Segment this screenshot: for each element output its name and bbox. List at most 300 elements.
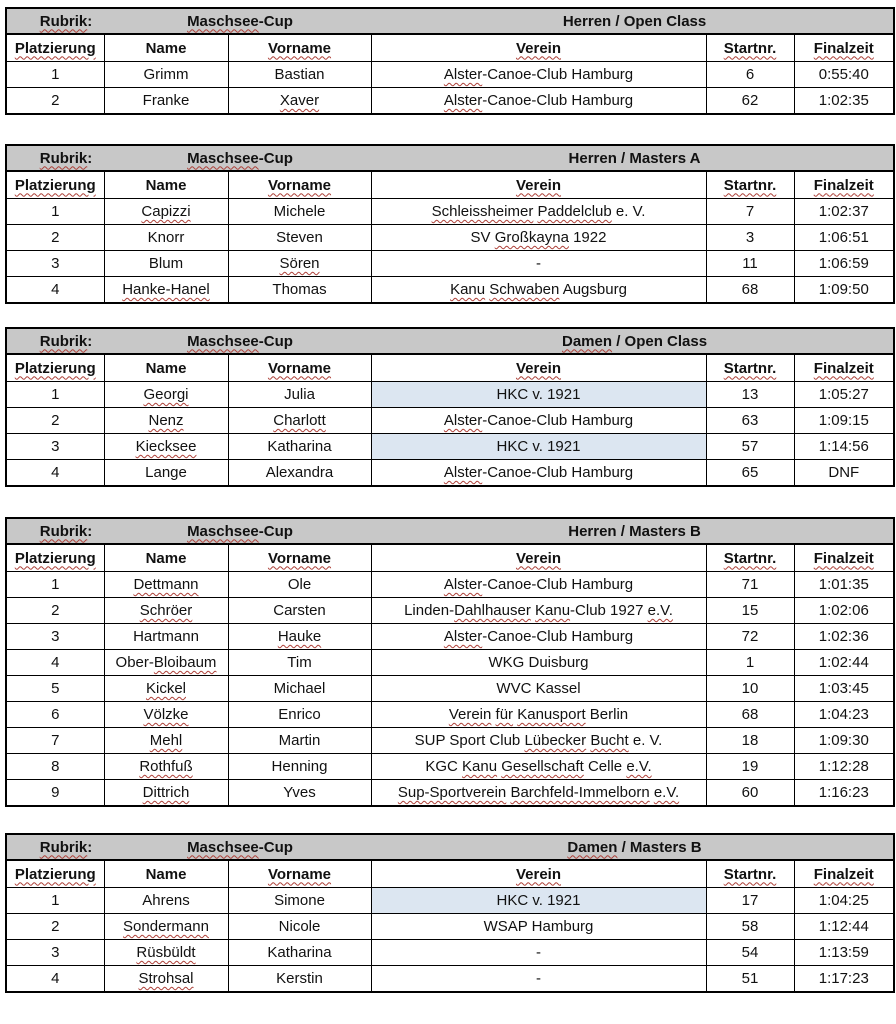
spellcheck-squiggle: Rubrik <box>39 149 88 167</box>
column-header-startnr <box>706 171 794 199</box>
column-header-verein <box>371 171 706 199</box>
spellcheck-squiggle: Rubrik <box>39 12 88 30</box>
cell-platzierung: 2 <box>6 88 104 115</box>
cell-startnr: 18 <box>706 728 794 754</box>
category-title: Herren / Open Class <box>562 12 707 30</box>
cell-name <box>104 572 228 598</box>
cell-verein: Kanu Schwaben Augsburg <box>371 277 706 304</box>
cell-finalzeit: 1:03:45 <box>794 676 894 702</box>
cell-name: Lange <box>104 460 228 487</box>
rubrik-label: Rubrik: <box>39 149 93 167</box>
spellcheck-squiggle: Charlott <box>273 412 326 429</box>
cell-verein-highlighted: HKC v. 1921 <box>371 888 706 914</box>
spellcheck-squiggle: Georgi <box>143 386 189 403</box>
table-row <box>6 572 894 598</box>
category-title: Damen / Open Class <box>562 332 708 350</box>
spellcheck-squiggle: Alster <box>443 628 483 645</box>
cell-platzierung: 4 <box>6 650 104 676</box>
table-row <box>6 624 894 650</box>
cell-platzierung: 1 <box>6 572 104 598</box>
table-header-row <box>6 34 894 62</box>
table-title-cell <box>6 834 894 860</box>
spellcheck-squiggle: Damen <box>567 838 618 856</box>
cell-startnr: 71 <box>706 572 794 598</box>
cell-startnr: 63 <box>706 408 794 434</box>
results-table <box>5 833 895 993</box>
spellcheck-squiggle: für <box>495 706 514 723</box>
cell-startnr: 17 <box>706 888 794 914</box>
cell-verein <box>371 780 706 807</box>
cell-verein-highlighted: HKC v. 1921 <box>371 434 706 460</box>
spellcheck-squiggle: Finalzeit <box>813 359 874 377</box>
column-header-name: Name <box>104 354 228 382</box>
cell-finalzeit: 1:02:06 <box>794 598 894 624</box>
cell-vorname: Katharina <box>228 434 371 460</box>
spellcheck-squiggle: Alster <box>443 66 483 83</box>
spellcheck-squiggle: Hauke <box>277 628 322 645</box>
spellcheck-squiggle: Rüsbüldt <box>136 944 196 961</box>
cell-name: Hartmann <box>104 624 228 650</box>
spellcheck-squiggle: Verein <box>515 865 562 883</box>
spellcheck-squiggle: Startnr. <box>723 39 777 57</box>
cell-platzierung: 3 <box>6 251 104 277</box>
cell-startnr: 15 <box>706 598 794 624</box>
rubrik-label: Rubrik: <box>39 838 93 856</box>
cell-name <box>104 199 228 225</box>
spellcheck-squiggle: Bucht <box>590 732 629 749</box>
spellcheck-squiggle: Maschsee <box>187 149 259 167</box>
cell-verein: Linden-Dahlhauser Kanu-Club 1927 e.V. <box>371 598 706 624</box>
cell-vorname: Tim <box>228 650 371 676</box>
cell-startnr: 68 <box>706 702 794 728</box>
cell-platzierung: 1 <box>6 62 104 88</box>
cell-vorname: Henning <box>228 754 371 780</box>
cell-platzierung: 5 <box>6 676 104 702</box>
category-title: Herren / Masters A <box>568 149 701 167</box>
table-header-row <box>6 171 894 199</box>
table-row <box>6 676 894 702</box>
spellcheck-squiggle: Rubrik <box>39 838 88 856</box>
cell-verein: Alster-Canoe-Club Hamburg <box>371 624 706 650</box>
spellcheck-squiggle: Finalzeit <box>813 39 874 57</box>
table-title-row <box>6 145 894 171</box>
spellcheck-squiggle: Hanke-Hanel <box>122 281 210 298</box>
results-table <box>5 327 895 487</box>
cell-vorname: Simone <box>228 888 371 914</box>
column-header-platzierung <box>6 544 104 572</box>
column-header-platzierung <box>6 860 104 888</box>
cell-verein: WKG Duisburg <box>371 650 706 676</box>
spellcheck-squiggle: e.V. <box>653 784 680 801</box>
rubrik-label: Rubrik: <box>39 12 93 30</box>
spellcheck-squiggle: Finalzeit <box>813 176 874 194</box>
spellcheck-squiggle: e.V. <box>647 602 673 619</box>
cell-name <box>104 408 228 434</box>
table-row <box>6 199 894 225</box>
cell-vorname: Steven <box>228 225 371 251</box>
cell-finalzeit: 1:12:44 <box>794 914 894 940</box>
cell-name: Knorr <box>104 225 228 251</box>
cell-startnr: 72 <box>706 624 794 650</box>
spellcheck-squiggle: Platzierung <box>14 549 96 567</box>
spellcheck-squiggle: Maschsee <box>187 12 259 30</box>
spellcheck-squiggle: Völzke <box>143 706 189 723</box>
spellcheck-squiggle: Startnr. <box>723 549 777 567</box>
cell-finalzeit: 1:02:44 <box>794 650 894 676</box>
cell-vorname: Thomas <box>228 277 371 304</box>
cell-vorname: Nicole <box>228 914 371 940</box>
cell-startnr: 3 <box>706 225 794 251</box>
cell-startnr: 57 <box>706 434 794 460</box>
cell-platzierung: 6 <box>6 702 104 728</box>
cell-name <box>104 598 228 624</box>
cell-vorname: Alexandra <box>228 460 371 487</box>
rubrik-label: Rubrik: <box>39 522 93 540</box>
table-row <box>6 780 894 807</box>
column-header-platzierung <box>6 354 104 382</box>
cell-startnr: 13 <box>706 382 794 408</box>
spellcheck-squiggle: Schleissheimer <box>431 203 534 220</box>
cell-finalzeit: 1:09:30 <box>794 728 894 754</box>
cell-finalzeit: 1:02:37 <box>794 199 894 225</box>
table-row <box>6 251 894 277</box>
cell-vorname <box>228 88 371 115</box>
spellcheck-squiggle: Vorname <box>267 359 332 377</box>
column-header-startnr <box>706 544 794 572</box>
table-row <box>6 754 894 780</box>
spellcheck-squiggle: Platzierung <box>14 39 96 57</box>
spellcheck-squiggle: Verein <box>515 359 562 377</box>
cell-startnr: 51 <box>706 966 794 993</box>
spellcheck-squiggle: Dettmann <box>133 576 199 593</box>
column-header-startnr <box>706 34 794 62</box>
cup-name: Maschsee-Cup <box>187 332 293 350</box>
cell-platzierung: 3 <box>6 434 104 460</box>
cup-name: Maschsee-Cup <box>187 12 293 30</box>
cell-startnr: 62 <box>706 88 794 115</box>
cup-name: Maschsee-Cup <box>187 149 293 167</box>
cell-platzierung: 1 <box>6 382 104 408</box>
cell-verein-highlighted: HKC v. 1921 <box>371 382 706 408</box>
cell-vorname <box>228 408 371 434</box>
column-header-verein <box>371 860 706 888</box>
cell-startnr: 58 <box>706 914 794 940</box>
cell-verein: SUP Sport Club Lübecker Bucht e. V. <box>371 728 706 754</box>
column-header-verein <box>371 354 706 382</box>
cell-verein: Schleissheimer Paddelclub e. V. <box>371 199 706 225</box>
cell-vorname: Carsten <box>228 598 371 624</box>
cell-vorname <box>228 624 371 650</box>
cell-vorname <box>228 251 371 277</box>
cell-platzierung: 1 <box>6 199 104 225</box>
spellcheck-squiggle: Kanusport <box>517 706 586 723</box>
spellcheck-squiggle: Verein <box>515 549 562 567</box>
table-row <box>6 277 894 304</box>
cell-name: Ahrens <box>104 888 228 914</box>
column-header-name: Name <box>104 544 228 572</box>
spellcheck-squiggle: Startnr. <box>723 865 777 883</box>
cup-name: Maschsee-Cup <box>187 838 293 856</box>
spellcheck-squiggle: Platzierung <box>14 176 96 194</box>
spellcheck-squiggle: Vorname <box>267 176 332 194</box>
cell-name: Franke <box>104 88 228 115</box>
cell-vorname: Michele <box>228 199 371 225</box>
cell-verein: WVC Kassel <box>371 676 706 702</box>
cell-name <box>104 702 228 728</box>
cell-startnr: 65 <box>706 460 794 487</box>
spellcheck-squiggle: Kickel <box>145 680 186 697</box>
rubrik-label: Rubrik: <box>39 332 93 350</box>
spellcheck-squiggle: Alster <box>443 464 483 481</box>
spellcheck-squiggle: Alster <box>443 92 483 109</box>
cell-platzierung: 2 <box>6 598 104 624</box>
cell-vorname: Ole <box>228 572 371 598</box>
cell-verein: - <box>371 251 706 277</box>
cell-name <box>104 277 228 304</box>
spellcheck-squiggle: Dittrich <box>142 784 190 801</box>
table-title-row <box>6 328 894 354</box>
cell-verein: WSAP Hamburg <box>371 914 706 940</box>
column-header-finalzeit <box>794 354 894 382</box>
cell-name <box>104 434 228 460</box>
column-header-name: Name <box>104 860 228 888</box>
cell-platzierung: 2 <box>6 914 104 940</box>
cell-vorname: Katharina <box>228 940 371 966</box>
column-header-name: Name <box>104 34 228 62</box>
table-row <box>6 650 894 676</box>
column-header-vorname <box>228 544 371 572</box>
spellcheck-squiggle: Bloibaum <box>153 654 217 671</box>
cell-platzierung: 4 <box>6 966 104 993</box>
spellcheck-squiggle: Rothfuß <box>139 758 193 775</box>
spellcheck-squiggle: Kanu <box>462 758 498 775</box>
table-row <box>6 408 894 434</box>
cell-name: Blum <box>104 251 228 277</box>
cell-platzierung: 2 <box>6 408 104 434</box>
table-title-cell <box>6 145 894 171</box>
cell-name: Grimm <box>104 62 228 88</box>
cell-vorname: Martin <box>228 728 371 754</box>
cell-name <box>104 780 228 807</box>
cell-verein: - <box>371 966 706 993</box>
cell-name <box>104 382 228 408</box>
spellcheck-squiggle: Strohsal <box>138 970 194 987</box>
cell-vorname: Michael <box>228 676 371 702</box>
spellcheck-squiggle: Maschsee <box>187 522 259 540</box>
cell-startnr: 10 <box>706 676 794 702</box>
cell-name <box>104 914 228 940</box>
cell-verein: - <box>371 940 706 966</box>
spellcheck-squiggle: Mehl <box>149 732 183 749</box>
spellcheck-squiggle: Kanu <box>450 281 486 298</box>
spellcheck-squiggle: Lübecker <box>524 732 587 749</box>
column-header-vorname <box>228 171 371 199</box>
table-title-row <box>6 834 894 860</box>
cell-platzierung: 4 <box>6 460 104 487</box>
cell-finalzeit: 1:13:59 <box>794 940 894 966</box>
cell-finalzeit: 1:04:23 <box>794 702 894 728</box>
cell-startnr: 68 <box>706 277 794 304</box>
cell-startnr: 1 <box>706 650 794 676</box>
cell-finalzeit: 1:05:27 <box>794 382 894 408</box>
table-title-cell <box>6 328 894 354</box>
table-row <box>6 702 894 728</box>
table-row <box>6 62 894 88</box>
column-header-platzierung <box>6 171 104 199</box>
column-header-finalzeit <box>794 34 894 62</box>
cell-vorname: Enrico <box>228 702 371 728</box>
spellcheck-squiggle: Startnr. <box>723 176 777 194</box>
cell-verein: Alster-Canoe-Club Hamburg <box>371 460 706 487</box>
column-header-name: Name <box>104 171 228 199</box>
column-header-verein <box>371 544 706 572</box>
results-table <box>5 517 895 807</box>
column-header-platzierung <box>6 34 104 62</box>
spellcheck-squiggle: Rubrik <box>39 332 88 350</box>
cell-finalzeit: 1:04:25 <box>794 888 894 914</box>
spellcheck-squiggle: Platzierung <box>14 359 96 377</box>
cell-startnr: 19 <box>706 754 794 780</box>
cell-name <box>104 966 228 993</box>
spellcheck-squiggle: Barchfeld-Immelborn <box>510 784 650 801</box>
cell-startnr: 7 <box>706 199 794 225</box>
spellcheck-squiggle: Vorname <box>267 549 332 567</box>
cell-verein: SV Großkayna 1922 <box>371 225 706 251</box>
spellcheck-squiggle: Gesellschaft <box>501 758 584 775</box>
cell-vorname: Kerstin <box>228 966 371 993</box>
table-row <box>6 88 894 115</box>
cell-finalzeit: 1:02:36 <box>794 624 894 650</box>
cell-name <box>104 676 228 702</box>
column-header-finalzeit <box>794 544 894 572</box>
table-row <box>6 225 894 251</box>
results-table <box>5 7 895 115</box>
cell-finalzeit: 1:09:50 <box>794 277 894 304</box>
results-table <box>5 144 895 304</box>
table-row <box>6 598 894 624</box>
cell-vorname: Julia <box>228 382 371 408</box>
table-row <box>6 966 894 993</box>
category-title: Damen / Masters B <box>567 838 702 856</box>
cell-startnr: 6 <box>706 62 794 88</box>
table-row <box>6 434 894 460</box>
spellcheck-squiggle: Rubrik <box>39 522 88 540</box>
column-header-vorname <box>228 34 371 62</box>
cell-finalzeit: 1:02:35 <box>794 88 894 115</box>
column-header-startnr <box>706 860 794 888</box>
cell-platzierung: 8 <box>6 754 104 780</box>
cell-startnr: 54 <box>706 940 794 966</box>
spellcheck-squiggle: Sören <box>279 255 320 272</box>
table-title-row <box>6 518 894 544</box>
cell-verein: KGC Kanu Gesellschaft Celle e.V. <box>371 754 706 780</box>
spellcheck-squiggle: Nenz <box>148 412 184 429</box>
spellcheck-squiggle: Kanu <box>535 602 571 619</box>
table-header-row <box>6 544 894 572</box>
table-row <box>6 728 894 754</box>
spellcheck-squiggle: Capizzi <box>141 203 191 220</box>
cell-name <box>104 754 228 780</box>
cell-platzierung: 3 <box>6 624 104 650</box>
spellcheck-squiggle: Sondermann <box>123 918 209 935</box>
spellcheck-squiggle: Paddelclub <box>537 203 612 220</box>
table-title-row <box>6 8 894 34</box>
category-title: Herren / Masters B <box>568 522 701 540</box>
spellcheck-squiggle: Alster <box>443 576 483 593</box>
cell-platzierung: 4 <box>6 277 104 304</box>
cell-startnr: 60 <box>706 780 794 807</box>
table-row <box>6 888 894 914</box>
spellcheck-squiggle: Sup-Sportverein <box>397 784 507 801</box>
cell-vorname: Bastian <box>228 62 371 88</box>
spellcheck-squiggle: Dahlhauser <box>454 602 531 619</box>
spellcheck-squiggle: Startnr. <box>723 359 777 377</box>
table-header-row <box>6 354 894 382</box>
cell-name <box>104 728 228 754</box>
spellcheck-squiggle: Damen <box>562 332 613 350</box>
cell-finalzeit: 0:55:40 <box>794 62 894 88</box>
cell-platzierung: 9 <box>6 780 104 807</box>
cup-name: Maschsee-Cup <box>187 522 293 540</box>
spellcheck-squiggle: Finalzeit <box>813 865 874 883</box>
cell-startnr: 11 <box>706 251 794 277</box>
spellcheck-squiggle: Kiecksee <box>135 438 197 455</box>
table-row <box>6 460 894 487</box>
cell-verein: Verein für Kanusport Berlin <box>371 702 706 728</box>
spellcheck-squiggle: Maschsee <box>187 332 259 350</box>
column-header-startnr <box>706 354 794 382</box>
spellcheck-squiggle: Verein <box>515 39 562 57</box>
cell-finalzeit: 1:09:15 <box>794 408 894 434</box>
spellcheck-squiggle: Verein <box>515 176 562 194</box>
cell-finalzeit: 1:06:59 <box>794 251 894 277</box>
spellcheck-squiggle: Finalzeit <box>813 549 874 567</box>
column-header-finalzeit <box>794 860 894 888</box>
spellcheck-squiggle: Vorname <box>267 865 332 883</box>
spellcheck-squiggle: Verein <box>448 706 492 723</box>
spellcheck-squiggle: e.V. <box>626 758 652 775</box>
table-row <box>6 914 894 940</box>
cell-name: Ober-Bloibaum <box>104 650 228 676</box>
table-row <box>6 940 894 966</box>
cell-platzierung: 1 <box>6 888 104 914</box>
spellcheck-squiggle: Großkayna <box>494 229 569 246</box>
cell-verein: Alster-Canoe-Club Hamburg <box>371 408 706 434</box>
spellcheck-squiggle: Schröer <box>139 602 193 619</box>
cell-verein: Alster-Canoe-Club Hamburg <box>371 88 706 115</box>
cell-finalzeit: DNF <box>794 460 894 487</box>
table-header-row <box>6 860 894 888</box>
cell-finalzeit: 1:16:23 <box>794 780 894 807</box>
cell-finalzeit: 1:14:56 <box>794 434 894 460</box>
cell-finalzeit: 1:06:51 <box>794 225 894 251</box>
cell-platzierung: 7 <box>6 728 104 754</box>
column-header-verein <box>371 34 706 62</box>
cell-finalzeit: 1:12:28 <box>794 754 894 780</box>
cell-finalzeit: 1:01:35 <box>794 572 894 598</box>
table-title-cell <box>6 8 894 34</box>
table-title-cell <box>6 518 894 544</box>
column-header-finalzeit <box>794 171 894 199</box>
cell-name <box>104 940 228 966</box>
cell-finalzeit: 1:17:23 <box>794 966 894 993</box>
cell-vorname: Yves <box>228 780 371 807</box>
spellcheck-squiggle: Alster <box>443 412 483 429</box>
table-row <box>6 382 894 408</box>
cell-platzierung: 2 <box>6 225 104 251</box>
spellcheck-squiggle: Xaver <box>279 92 320 109</box>
column-header-vorname <box>228 860 371 888</box>
